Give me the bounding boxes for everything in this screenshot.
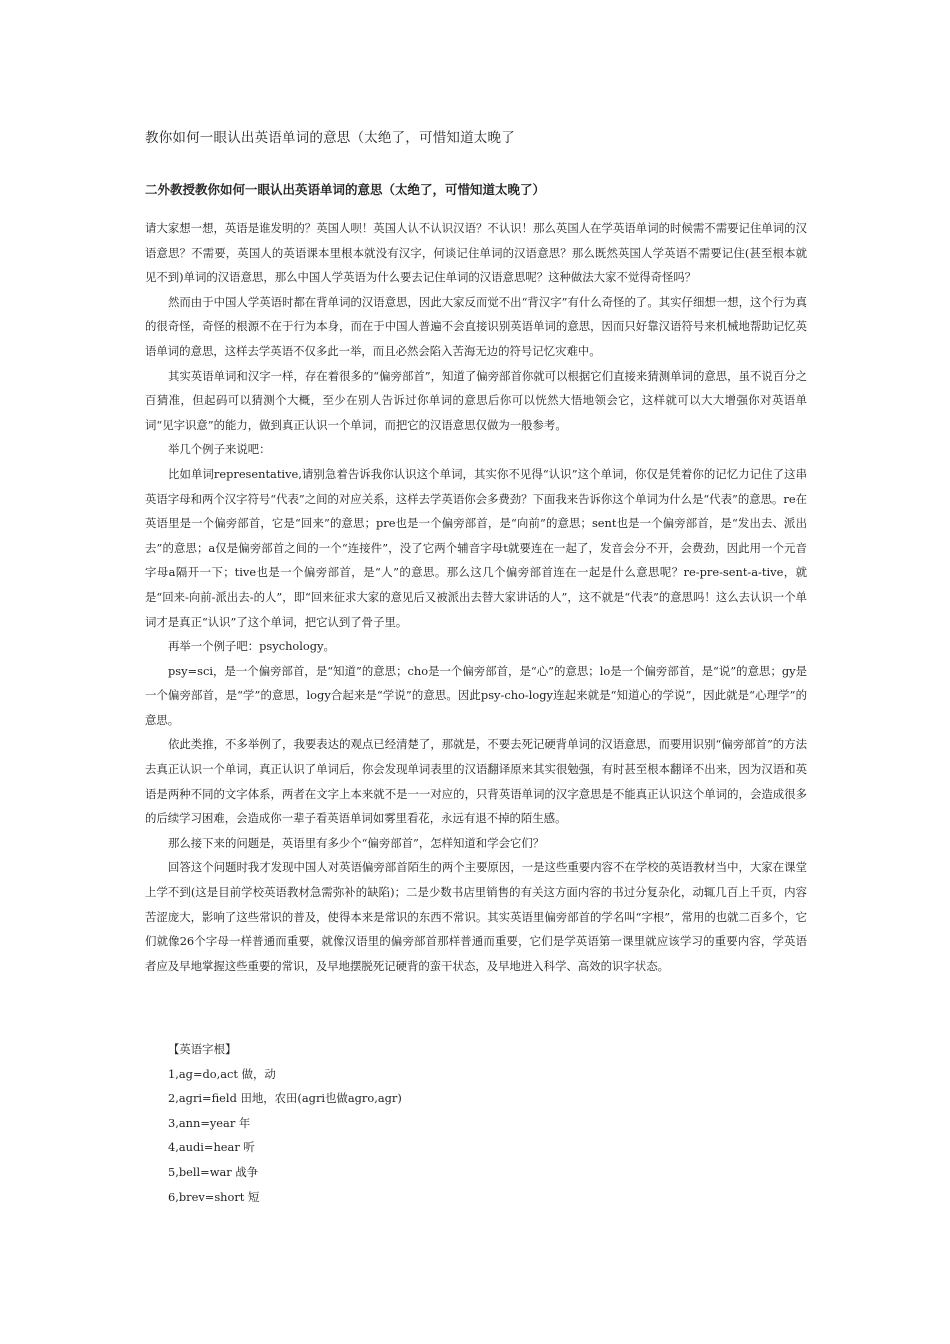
- paragraph: 回答这个问题时我才发现中国人对英语偏旁部首陌生的两个主要原因，一是这些重要内容不在学校的英语教材当中，大家在课堂上学不到(这是目前学校英语教材急需弥补的缺陷)；二是少数书店里销售的有关这方面内容的书过分复杂化，动辄几百上千页，内容苦涩庞大，影响了这些常识的普及，使得本来是常识的东西不常识。其实英语里偏旁部首的学名叫“字根”，常用的也就二百多个，它们就像26个字母一样普通而重要，就像汉语里的偏旁部首那样普通而重要，它们是学英语第一课里就应该学习的重要内容，学英语者应及早地掌握这些重要的常识，及早地摆脱死记硬背的蛮干状态，及早地进入科学、高效的识字状态。: [145, 860, 807, 973]
- paragraph: 其实英语单词和汉字一样，存在着很多的“偏旁部首”，知道了偏旁部首你就可以根据它们直接来猜测单词的意思，虽不说百分之百猜准，但起码可以猜测个大概，至少在别人告诉过你单词的意思后你可以恍然大悟地领会它，这样就可以大大增强你对英语单词“见字识意”的能力，做到真正认识一个单词，而把它的汉语意思仅做为一般参考。: [145, 368, 807, 432]
- root-item: 2,agri=field 田地，农田(agri也做agro,agr): [168, 1091, 402, 1106]
- root-item: 6,brev=short 短: [168, 1189, 260, 1204]
- roots-heading: 【英语字根】: [168, 1042, 237, 1056]
- paragraph: 那么接下来的问题是，英语里有多少个“偏旁部首”，怎样知道和学会它们？: [168, 835, 545, 850]
- paragraph: psy=sci，是一个偏旁部首，是“知道”的意思；cho是一个偏旁部首，是“心”的意思；lo是一个偏旁部首，是“说”的意思；gy是一个偏旁部首，是“学”的意思，logy合起来是“学说”的意思。因此psy-cho-logy连起来就是“知道心的学说”，因此就是“心理学”的意思。: [145, 663, 807, 727]
- root-item: 1,ag=do,act 做，动: [168, 1066, 276, 1081]
- page-title: 教你如何一眼认出英语单词的意思（太绝了，可惜知道太晚了: [145, 130, 515, 146]
- root-item: 4,audi=hear 听: [168, 1140, 255, 1155]
- paragraph: 然而由于中国人学英语时都在背单词的汉语意思，因此大家反而觉不出“背汉字”有什么奇怪的了。其实仔细想一想，这个行为真的很奇怪，奇怪的根源不在于行为本身，而在于中国人普遍不会直接识别英语单词的意思，因而只好靠汉语符号来机械地帮助记忆英语单词的意思，这样去学英语不仅多此一举，而且必然会陷入苦海无边的符号记忆灾难中。: [145, 294, 807, 358]
- word-root-list: [168, 1037, 402, 1209]
- paragraph: 依此类推，不多举例了，我要表达的观点已经清楚了，那就是，不要去死记硬背单词的汉语意思，而要用识别“偏旁部首”的方法去真正认识一个单词，真正认识了单词后，你会发现单词表里的汉语翻译原来其实很勉强，有时甚至根本翻译不出来，因为汉语和英语是两种不同的文字体系，两者在文字上本来就不是一一对应的，只背英语单词的汉字意思是不能真正认识这个单词的，会造成很多的后续学习困难，会造成你一辈子看英语单词如雾里看花，永远有退不掉的陌生感。: [145, 737, 807, 826]
- article-body: [145, 216, 807, 978]
- paragraph: 请大家想一想，英语是谁发明的？英国人呗！英国人认不认识汉语？不认识！那么英国人在学英语单词的时候需不需要记住单词的汉语意思？不需要，英国人的英语课本里根本就没有汉字，何谈记住单词的汉语意思？那么既然英国人学英语不需要记住(甚至根本就见不到)单词的汉语意思，那么中国人学英语为什么要去记住单词的汉语意思呢？这种做法大家不觉得奇怪吗？: [145, 221, 807, 285]
- paragraph: 举几个例子来说吧：: [168, 442, 271, 457]
- article-heading: 二外教授教你如何一眼认出英语单词的意思（太绝了，可惜知道太晚了）: [145, 182, 546, 197]
- root-item: 3,ann=year 年: [168, 1115, 251, 1130]
- paragraph: 再举一个例子吧：psychology。: [168, 639, 335, 654]
- root-item: 5,bell=war 战争: [168, 1164, 259, 1179]
- paragraph: 比如单词representative,请别急着告诉我你认识这个单词，其实你不见得“认识”这个单词，你仅是凭着你的记忆力记住了这串英语字母和两个汉字符号“代表”之间的对应关系，这样去学英语你会多费劲？下面我来告诉你这个单词为什么是“代表”的意思。re在英语里是一个偏旁部首，它是“回来”的意思；pre也是一个偏旁部首，是“向前”的意思；sent也是一个偏旁部首，是“发出去、派出去”的意思；a仅是偏旁部首之间的一个“连接件”，没了它两个辅音字母t就要连在一起了，发音会分不开，会费劲，因此用一个元音字母a隔开一下；tive也是一个偏旁部首，是“人”的意思。那么这几个偏旁部首连在一起是什么意思呢？re-pre-sent-a-tive，就是“回来-向前-派出去-的人”，即“回来征求大家的意见后又被派出去替大家讲话的人”，这不就是“代表”的意思吗！这么去认识一个单词才是真正“认识”了这个单词，把它认到了骨子里。: [145, 466, 807, 629]
